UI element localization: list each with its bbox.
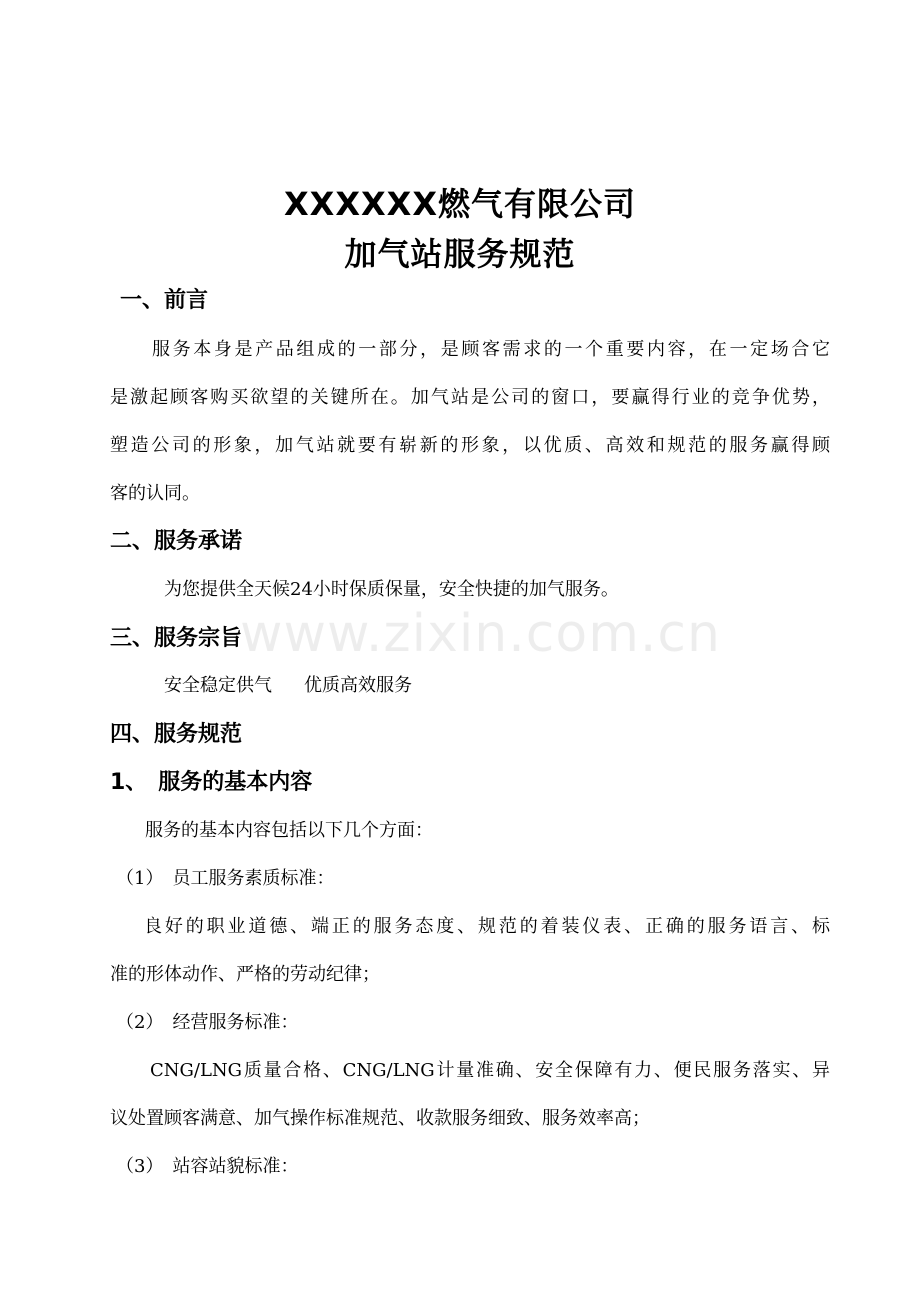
item-2-label: （2） 经营服务标准：: [116, 1012, 299, 1033]
preface-line-2: 是激起顾客购买欲望的关键所在。加气站是公司的窗口，要赢得行业的竞争优势，: [110, 387, 830, 408]
section-heading-norms: 四、服务规范: [110, 722, 243, 747]
section-heading-purpose: 三、服务宗旨: [110, 626, 243, 651]
item-1-line-1: 良好的职业道德、端正的服务态度、规范的着装仪表、正确的服务语言、标: [144, 916, 830, 937]
preface-line-3: 塑造公司的形象，加气站就要有崭新的形象，以优质、高效和规范的服务赢得顾: [110, 435, 830, 456]
preface-line-4: 客的认同。: [110, 483, 200, 504]
watermark: www.zixin.com.cn: [240, 604, 721, 664]
item-1-label: （1） 员工服务素质标准：: [116, 868, 335, 889]
item-2-line-1: CNG/LNG质量合格、CNG/LNG计量准确、安全保障有力、便民服务落实、异: [150, 1060, 830, 1081]
purpose-item-2: 优质高效服务: [304, 675, 412, 696]
purpose-item-1: 安全稳定供气: [164, 675, 272, 696]
purpose-items: [164, 674, 412, 698]
item-2-line-2: 议处置顾客满意、加气操作标准规范、收款服务细致、服务效率高；: [110, 1108, 650, 1129]
item-1-line-2: 准的形体动作、严格的劳动纪律；: [110, 964, 380, 985]
preface-line-1: 服务本身是产品组成的一部分，是顾客需求的一个重要内容，在一定场合它: [152, 339, 830, 360]
subsection-heading-basic-content: 1、 服务的基本内容: [110, 770, 313, 795]
section-heading-preface: 一、前言: [120, 288, 209, 313]
section-heading-commitment: 二、服务承诺: [110, 529, 243, 554]
commitment-text: 为您提供全天候24小时保质保量，安全快捷的加气服务。: [164, 579, 619, 600]
item-3-label: （3） 站容站貌标准：: [116, 1156, 299, 1177]
basic-content-intro: 服务的基本内容包括以下几个方面：: [145, 820, 433, 841]
document-title-line1: XXXXXX燃气有限公司: [283, 185, 637, 223]
document-title-line2: 加气站服务规范: [344, 235, 576, 273]
